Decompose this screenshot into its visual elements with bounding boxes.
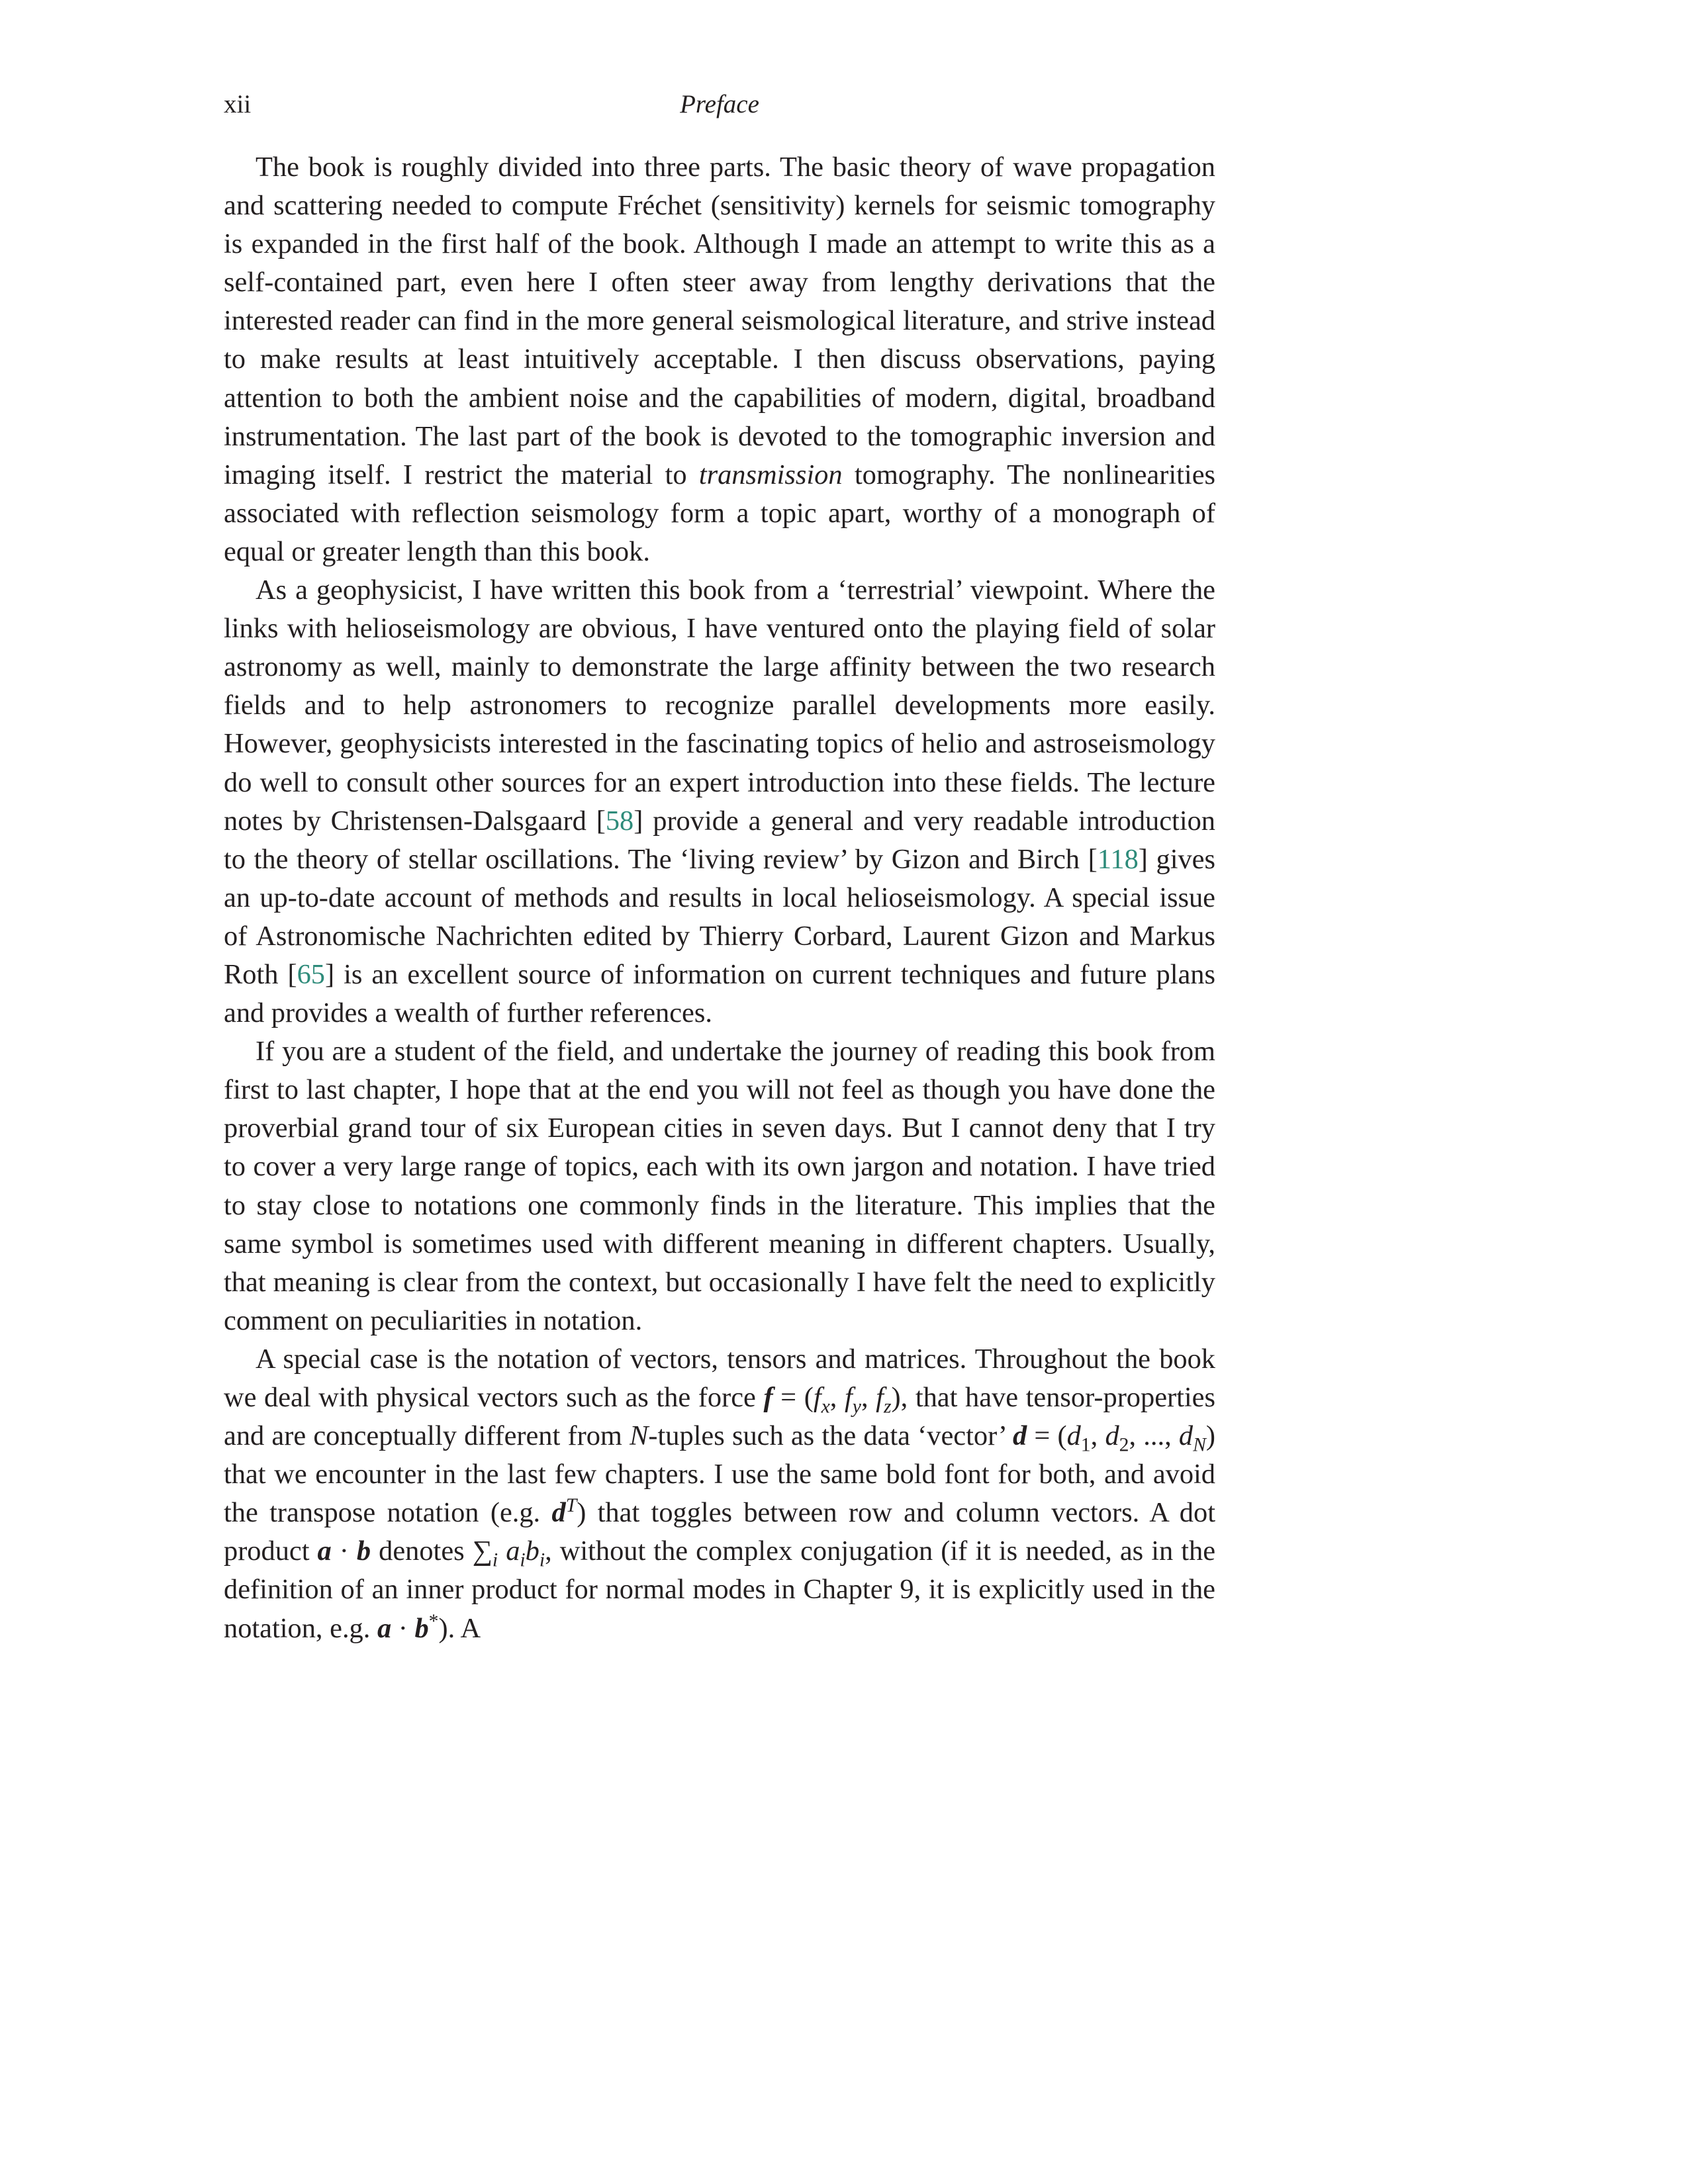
paragraph-4: A special case is the notation of vectors, tensors and matrices. Throughout the book we deal with physical vectors such as the force $f = (f_x$, $f_y$, $f_z$), that have tensor-properties and are conceptually different from N-tuples such as the data ‘vector’ $d = (d_1$, $d_2$, ..., $d_N$) that we encounter in the last few chapters. I use the same bold font for both, and avoid the transpose notation (e.g. $d^T$) that toggles between row and column vectors. A dot product a · b denotes $\sum_i$ $a_ib_i$, without the complex conjugation (if it is needed, as in the definition of an inner product for normal modes in Chapter 9, it is explicitly used in the notation, e.g. a · b*). A: [224, 1343, 1216, 1644]
body-text: [224, 148, 1215, 1648]
math-sum: ∑: [472, 1535, 492, 1567]
paragraph-3: If you are a student of the field, and undertake the journey of reading this book from first to last chapter, I hope that at the end you will not feel as though you have done the proverbial grand tour of six European cities in seven days. But I cannot deny that I try to cover a very large range of topics, each with its own jargon and notation. I have tried to stay close to notations one commonly finds in the literature. This implies that the same symbol is sometimes used with different meaning in different chapters. Usually, that meaning is clear from the context, but occasionally I have felt the need to explicitly comment on peculiarities in notation.: [224, 1036, 1215, 1336]
math-vector: a: [317, 1535, 332, 1567]
citation-link[interactable]: 118: [1097, 843, 1139, 875]
math-vector: f: [763, 1382, 773, 1413]
math-vector: d: [551, 1497, 566, 1529]
page-number: xii: [224, 90, 252, 118]
math-vector: a: [377, 1612, 392, 1644]
math-vector: d: [1012, 1420, 1027, 1452]
citation-link[interactable]: 65: [297, 958, 325, 990]
running-head: [224, 89, 1215, 129]
paragraph-2: As a geophysicist, I have written this book from a ‘terrestrial’ viewpoint. Where the links with helioseismology are obvious, I have ventured onto the playing field of solar astronomy as well, mainly to demonstrate the large affinity between the two research fields and to help astronomers to recognize parallel developments more easily. However, geophysicists interested in the fascinating topics of helio and astroseismology do well to consult other sources for an expert introduction into these fields. The lecture notes by Christensen-Dalsgaard [58] provide a general and very readable introduction to the theory of stellar oscillations. The ‘living review’ by Gizon and Birch [118] gives an up-to-date account of methods and results in local helioseismology. A special issue of Astronomische Nachrichten edited by Thierry Corbard, Laurent Gizon and Markus Roth [65] is an excellent source of information on current techniques and future plans and provides a wealth of further references.: [224, 574, 1216, 1029]
math-vector: b: [356, 1535, 371, 1567]
math-vector: b: [414, 1612, 429, 1644]
running-title: Preface: [680, 90, 759, 118]
emphasis: transmission: [698, 459, 843, 490]
paragraph-1: The book is roughly divided into three parts. The basic theory of wave propagation and scattering needed to compute Fréchet (sensitivity) kernels for seismic tomography is expanded in the first half of the book. Although I made an attempt to write this as a self-contained part, even here I often steer away from lengthy derivations that the interested reader can find in the more general seismological literature, and strive instead to make results at least intuitively acceptable. I then discuss observations, paying attention to both the ambient noise and the capabilities of modern, digital, broadband instrumentation. The last part of the book is devoted to the tomographic inversion and imaging itself. I restrict the material to transmission tomography. The nonlinearities associated with reflection seismology form a topic apart, worthy of a monograph of equal or greater length than this book.: [224, 152, 1216, 567]
citation-link[interactable]: 58: [605, 805, 634, 837]
